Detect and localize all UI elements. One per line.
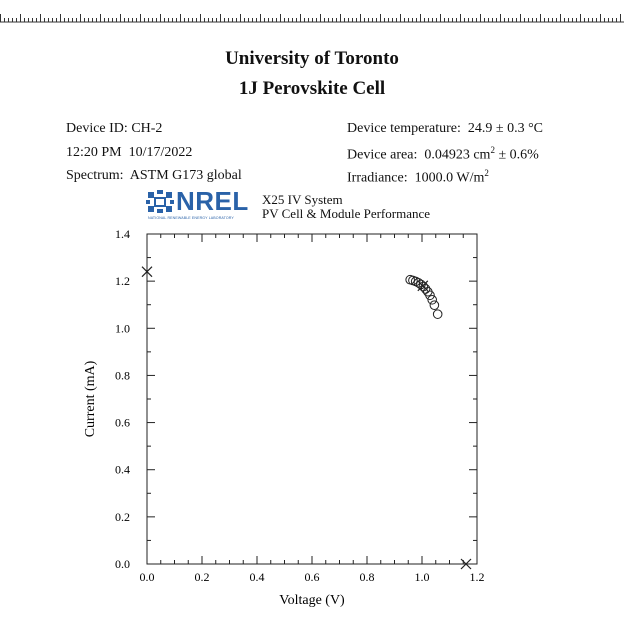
date-value: 10/17/2022 xyxy=(128,145,193,160)
data-point-circle xyxy=(419,282,428,291)
time-value: 12:20 PM xyxy=(66,145,122,160)
area-uncertainty: ± 0.6% xyxy=(494,147,539,163)
y-tick-label: 0.8 xyxy=(115,368,130,383)
device-id xyxy=(66,121,162,137)
irradiance xyxy=(347,168,489,187)
top-ruler xyxy=(0,13,624,23)
nrel-mark-icon xyxy=(146,190,174,214)
y-tick-label: 0.0 xyxy=(115,557,130,571)
data-point-circle xyxy=(417,280,426,289)
x-tick-label: 1.2 xyxy=(469,570,485,584)
data-point-x xyxy=(418,281,428,291)
y-tick-label: 0.4 xyxy=(115,462,130,477)
x-tick-label: 0.8 xyxy=(359,570,375,584)
system-info xyxy=(262,193,430,221)
data-point-circle xyxy=(421,285,430,294)
data-point-circle xyxy=(428,295,437,304)
y-tick-label: 0.6 xyxy=(115,415,130,430)
y-tick-label: 1.0 xyxy=(115,321,130,336)
system-name: X25 IV System xyxy=(262,192,343,207)
timestamp xyxy=(66,145,192,161)
spectrum-value: ASTM G173 global xyxy=(129,168,242,183)
data-point-circle xyxy=(430,301,439,310)
device-temperature xyxy=(347,121,543,137)
y-tick-label: 0.2 xyxy=(115,509,130,524)
cell-title: 1J Perovskite Cell xyxy=(238,78,386,99)
irradiance-value: 1000.0 W/m xyxy=(414,170,485,186)
spectrum xyxy=(66,168,242,184)
nrel-wordmark: NREL xyxy=(176,186,249,216)
system-description: PV Cell & Module Performance xyxy=(262,206,431,221)
data-point-x xyxy=(142,267,152,277)
irradiance-exponent: 2 xyxy=(484,168,489,178)
data-point-circle xyxy=(433,310,442,319)
x-tick-label: 0.0 xyxy=(139,570,155,584)
device-id-value: CH-2 xyxy=(131,121,163,136)
area-exponent: 2 xyxy=(490,145,495,155)
institution-title: University of Toronto xyxy=(225,48,399,69)
y-tick-label: 1.4 xyxy=(115,227,130,241)
data-point-circle xyxy=(409,276,418,285)
temperature-value: 24.9 ± 0.3 °C xyxy=(467,121,544,136)
nrel-subtitle: NATIONAL RENEWABLE ENERGY LABORATORY xyxy=(148,216,234,220)
spectrum-label: Spectrum: xyxy=(66,168,124,183)
data-point-circle xyxy=(423,287,432,296)
x-tick-label: 0.2 xyxy=(194,570,210,584)
device-id-label: Device ID: xyxy=(66,121,128,136)
data-point-circle xyxy=(426,291,435,300)
area-value: 0.04923 cm xyxy=(424,147,491,163)
data-point-circle xyxy=(411,277,420,286)
device-area xyxy=(347,145,539,164)
y-axis-label: Current (mA) xyxy=(83,360,98,438)
data-point-x xyxy=(461,559,471,569)
area-label: Device area: xyxy=(347,147,418,163)
data-point-circle xyxy=(414,278,423,287)
y-tick-label: 1.2 xyxy=(115,274,130,289)
x-tick-label: 1.0 xyxy=(414,570,430,584)
plot-frame xyxy=(147,234,477,564)
temperature-label: Device temperature: xyxy=(347,121,461,136)
x-axis-label: Voltage (V) xyxy=(279,593,345,608)
data-point-circle xyxy=(406,275,415,284)
irradiance-label: Irradiance: xyxy=(347,170,408,186)
x-tick-label: 0.6 xyxy=(304,570,320,584)
x-tick-label: 0.4 xyxy=(249,570,265,584)
